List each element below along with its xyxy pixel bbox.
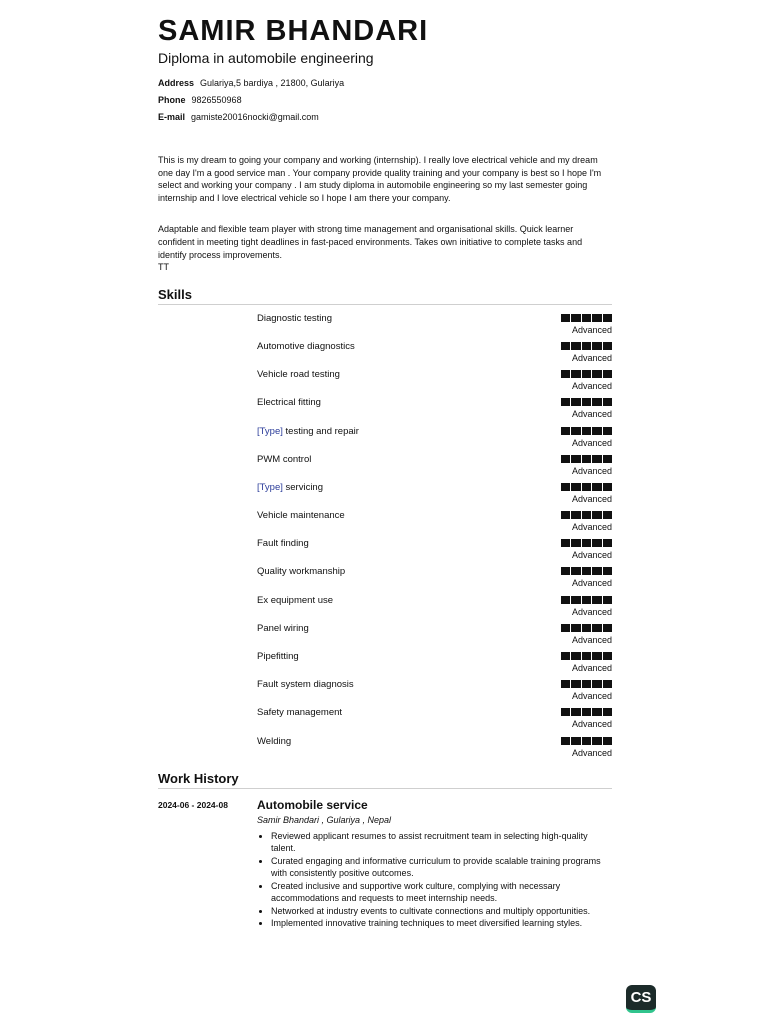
rating-block (603, 427, 613, 435)
rating-block (582, 708, 592, 716)
rating-block (561, 427, 571, 435)
skill-rating (561, 370, 613, 378)
rating-block (603, 539, 613, 547)
skill-level: Advanced (571, 606, 612, 617)
rating-block (561, 567, 571, 575)
rating-block (592, 427, 602, 435)
rating-block (582, 624, 592, 632)
job-details (257, 797, 612, 929)
skill-row (158, 393, 612, 421)
rating-block (571, 455, 581, 463)
rating-block (571, 483, 581, 491)
skill-row (158, 365, 612, 393)
skill-row (158, 591, 612, 619)
skill-rating (561, 342, 613, 350)
rating-block (571, 708, 581, 716)
skill-level: Advanced (571, 493, 612, 504)
contact-block (158, 75, 612, 126)
email-link[interactable]: gamiste20016nocki@gmail.com (191, 112, 319, 122)
rating-block (592, 398, 602, 406)
rating-block (561, 737, 571, 745)
rating-block (603, 596, 613, 604)
rating-block (603, 737, 613, 745)
skill-level: Advanced (571, 437, 612, 448)
skill-row (158, 562, 612, 590)
rating-block (603, 652, 613, 660)
skill-label: Vehicle road testing (257, 369, 340, 381)
skill-label: testing and repair (285, 425, 359, 437)
summary-paragraph-2: Adaptable and flexible team player with strong time management and organisational skills. Quick learner confident in meeting tight deadlines in fast-paced environments. Takes own initiative to complete tasks and identify process improvements. (158, 224, 583, 260)
rating-block (561, 596, 571, 604)
rating-block (582, 483, 592, 491)
rating-block (561, 398, 571, 406)
skill-level: Advanced (571, 409, 612, 420)
camscanner-logo-icon: CS (626, 985, 656, 1013)
skill-name (257, 538, 309, 549)
rating-block (592, 680, 602, 688)
rating-block (561, 370, 571, 378)
skill-row (158, 647, 612, 675)
rating-block (571, 596, 581, 604)
skill-label: Automotive diagnostics (257, 340, 355, 352)
rating-block (571, 624, 581, 632)
skill-level: Advanced (571, 550, 612, 561)
skill-rating (561, 539, 613, 547)
skill-rating (561, 455, 613, 463)
rating-block (582, 455, 592, 463)
rating-block (603, 511, 613, 519)
skill-rating (561, 680, 613, 688)
job-bullet: • Created inclusive and supportive work culture, complying with necessary accommodations and requests to meet internship needs. (271, 880, 612, 905)
rating-block (582, 539, 592, 547)
summary-paragraph-1: This is my dream to going your company and working (internship). I really love electrical vehicle and my dream one day I'm a good service man . Your company provide quality training and your company is best so I hope I'm select and working your company . I am study diploma in automobile engineering so my last semester going internship and I love electrical vehicle so I hope I am there your company. (158, 155, 602, 203)
rating-block (571, 342, 581, 350)
job-title: Automobile service (257, 797, 368, 812)
rating-block (561, 342, 571, 350)
rating-block (582, 314, 592, 322)
skill-name (257, 679, 354, 690)
skill-rating (561, 737, 613, 745)
skill-level: Advanced (571, 663, 612, 673)
rating-block (571, 652, 581, 660)
skill-level: Advanced (571, 719, 612, 730)
skill-name (257, 369, 340, 380)
job-bullet: • Curated engaging and informative curriculum to provide scalable training programs with consistently positive outcomes. (271, 855, 612, 880)
rating-block (571, 680, 581, 688)
rating-block (582, 737, 592, 745)
skill-level: Advanced (571, 352, 612, 363)
rating-block (603, 455, 613, 463)
rating-block (603, 370, 613, 378)
rating-block (592, 624, 602, 632)
skill-rating (561, 398, 613, 406)
rating-block (582, 596, 592, 604)
phone-value: 9826550968 (191, 95, 242, 105)
resume-page (158, 14, 612, 929)
skill-label: Pipefitting (257, 651, 299, 662)
skill-row (158, 703, 612, 731)
skill-name (257, 454, 311, 465)
skill-row (158, 450, 612, 478)
rating-block (561, 652, 571, 660)
job-bullets (257, 830, 612, 929)
rating-block (592, 708, 602, 716)
rating-block (582, 680, 592, 688)
skill-label: Fault system diagnosis (257, 679, 354, 691)
candidate-title: Diploma in automobile engineering (158, 50, 374, 66)
rating-block (561, 511, 571, 519)
rating-block (603, 314, 613, 322)
skill-row (158, 619, 612, 647)
rating-block (603, 567, 613, 575)
skill-name (257, 736, 291, 747)
rating-block (592, 455, 602, 463)
skill-row (158, 309, 612, 337)
skill-rating (561, 427, 613, 435)
skill-rating (561, 314, 613, 322)
candidate-name: SAMIR BHANDARI (158, 15, 429, 47)
rating-block (592, 567, 602, 575)
rating-block (592, 511, 602, 519)
rating-block (582, 398, 592, 406)
skill-row (158, 422, 612, 450)
skill-row (158, 337, 612, 365)
rating-block (603, 708, 613, 716)
skill-row (158, 675, 612, 703)
skill-name (257, 510, 345, 521)
email-row (158, 109, 612, 126)
rating-block (571, 737, 581, 745)
skill-label: Safety management (257, 707, 343, 719)
rating-block (561, 624, 571, 632)
skill-level: Advanced (571, 465, 612, 476)
skills-heading: Skills (158, 286, 612, 305)
rating-block (603, 680, 613, 688)
skill-label: Electrical fitting (257, 397, 321, 409)
skill-name (257, 623, 309, 634)
rating-block (603, 483, 613, 491)
skill-level: Advanced (571, 747, 612, 758)
skill-rating (561, 567, 613, 575)
rating-block (592, 596, 602, 604)
rating-block (582, 567, 592, 575)
address-value: Gulariya,5 bardiya , 21800, Gulariya (200, 78, 345, 88)
rating-block (592, 652, 602, 660)
skill-label: Diagnostic testing (257, 312, 332, 324)
skill-level: Advanced (571, 522, 612, 533)
skill-row (158, 732, 612, 760)
job-dates: 2024-06 - 2024-08 (158, 799, 228, 810)
rating-block (561, 680, 571, 688)
skill-level: Advanced (571, 578, 612, 589)
rating-block (561, 539, 571, 547)
skill-rating (561, 652, 613, 660)
rating-block (571, 370, 581, 378)
skill-label: Fault finding (257, 538, 309, 550)
skill-level: Advanced (571, 381, 612, 392)
rating-block (561, 455, 571, 463)
job-entry (158, 797, 612, 929)
skill-name (257, 707, 342, 718)
skill-label: Panel wiring (257, 622, 309, 634)
skill-rating (561, 511, 613, 519)
rating-block (592, 539, 602, 547)
job-bullet: • Implemented innovative training techniques to meet diversified learning styles. (271, 917, 612, 930)
rating-block (571, 539, 581, 547)
rating-block (561, 314, 571, 322)
skill-rating (561, 624, 613, 632)
skill-level: Advanced (571, 634, 612, 645)
rating-block (571, 314, 581, 322)
skill-row (158, 534, 612, 562)
rating-block (592, 314, 602, 322)
rating-block (592, 342, 602, 350)
skill-name (257, 595, 333, 606)
rating-block (592, 737, 602, 745)
rating-block (582, 370, 592, 378)
work-history-heading: Work History (158, 770, 612, 789)
rating-block (571, 427, 581, 435)
job-bullet: • Reviewed applicant resumes to assist recruitment team in selecting high-quality talent. (271, 830, 612, 855)
phone-label: Phone (158, 95, 186, 105)
skill-label: PWM control (257, 453, 312, 465)
rating-block (582, 427, 592, 435)
rating-block (582, 652, 592, 660)
skill-label: Ex equipment use (257, 594, 334, 606)
skill-label: Vehicle maintenance (257, 510, 345, 522)
job-employer: Samir Bhandari , Gulariya , Nepal (257, 814, 392, 825)
address-label: Address (158, 78, 195, 88)
rating-block (561, 483, 571, 491)
rating-block (603, 624, 613, 632)
skill-name (257, 397, 321, 408)
skill-rating (561, 596, 613, 604)
rating-block (582, 511, 592, 519)
rating-block (582, 342, 592, 350)
skill-row (158, 478, 612, 506)
skill-label: Welding (257, 735, 292, 747)
skill-name (257, 341, 355, 352)
rating-block (571, 511, 581, 519)
phone-row (158, 92, 612, 109)
skill-name (257, 566, 345, 577)
skill-level: Advanced (571, 324, 612, 335)
skill-name (257, 426, 359, 437)
skill-name (257, 482, 323, 493)
email-label: E-mail (158, 112, 186, 122)
skill-rating (561, 483, 613, 491)
rating-block (561, 708, 571, 716)
summary-paragraph-3: TT (158, 262, 169, 273)
skill-rating (561, 708, 613, 716)
rating-block (571, 398, 581, 406)
rating-block (603, 398, 613, 406)
rating-block (592, 483, 602, 491)
address-row (158, 75, 612, 92)
job-bullet: • Networked at industry events to cultivate connections and multiply opportunities. (271, 905, 612, 918)
skills-list (158, 309, 612, 760)
skill-placeholder: [Type] (257, 425, 283, 437)
rating-block (571, 567, 581, 575)
rating-block (592, 370, 602, 378)
skill-name (257, 313, 332, 324)
skill-placeholder: [Type] (257, 481, 283, 493)
skill-name (257, 651, 299, 662)
skill-row (158, 506, 612, 534)
rating-block (603, 342, 613, 350)
skill-label: Quality workmanship (257, 566, 346, 578)
skill-level: Advanced (571, 691, 612, 702)
skill-label: servicing (285, 481, 324, 493)
